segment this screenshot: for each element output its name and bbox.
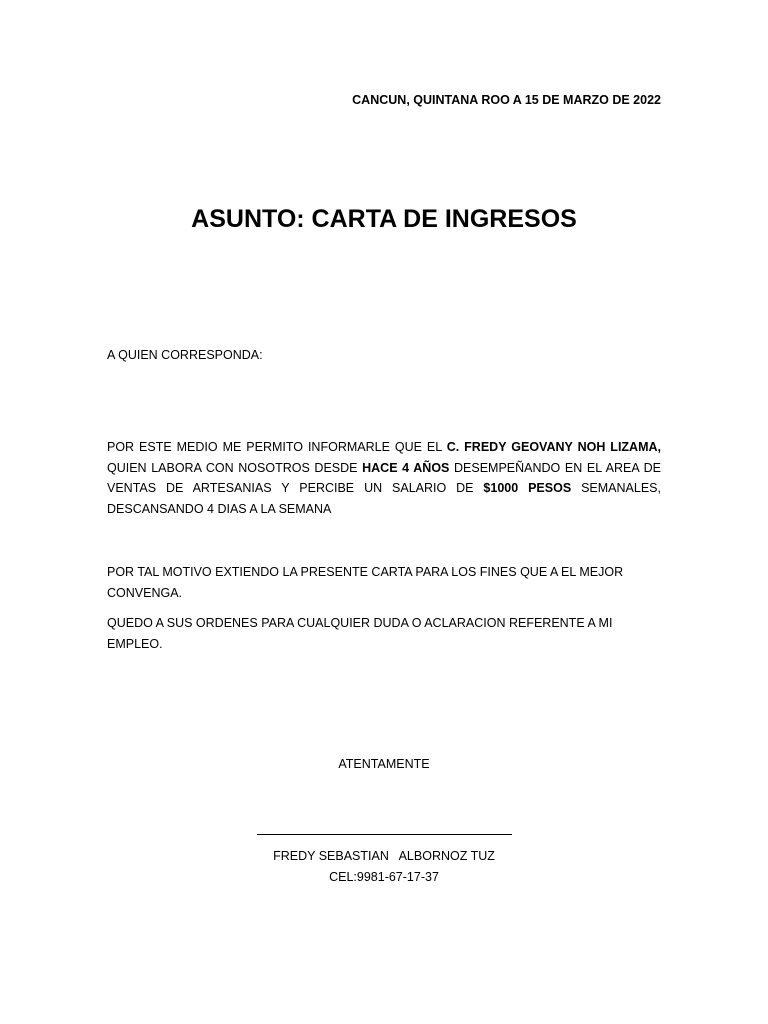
- date-line: CANCUN, QUINTANA ROO A 15 DE MARZO DE 2022: [352, 93, 661, 107]
- body-text-1: POR ESTE MEDIO ME PERMITO INFORMARLE QUE EL: [107, 440, 447, 454]
- body-paragraph-income: [107, 437, 661, 519]
- signer-phone: CEL:9981-67-17-37: [329, 870, 439, 884]
- greeting: A QUIEN CORRESPONDA:: [107, 348, 263, 362]
- signature-line: [257, 834, 512, 835]
- employment-tenure: HACE 4 AÑOS: [362, 460, 450, 475]
- body-paragraph-availability: QUEDO A SUS ORDENES PARA CUALQUIER DUDA O ACLARACION REFERENTE A MI EMPLEO.: [107, 616, 613, 651]
- signer-name: FREDY SEBASTIAN ALBORNOZ TUZ: [273, 849, 495, 863]
- salary-amount: $1000 PESOS: [483, 481, 572, 495]
- employee-name: C. FREDY GEOVANY NOH LIZAMA,: [446, 440, 661, 454]
- body-text-2: QUIEN LABORA CON NOSOTROS DESDE: [107, 460, 363, 475]
- subject-title: ASUNTO: CARTA DE INGRESOS: [191, 205, 577, 233]
- body-text-4: SEMANALES, DESCANSANDO 4 DIAS A LA SEMANA: [107, 481, 661, 516]
- closing-salutation: ATENTAMENTE: [338, 757, 430, 771]
- body-text-3: DESEMPEÑANDO EN EL AREA DE VENTAS DE ARTESANIAS Y PERCIBE UN SALARIO DE: [107, 460, 661, 495]
- body-paragraph-purpose: POR TAL MOTIVO EXTIENDO LA PRESENTE CARTA PARA LOS FINES QUE A EL MEJOR CONVENGA.: [107, 565, 624, 600]
